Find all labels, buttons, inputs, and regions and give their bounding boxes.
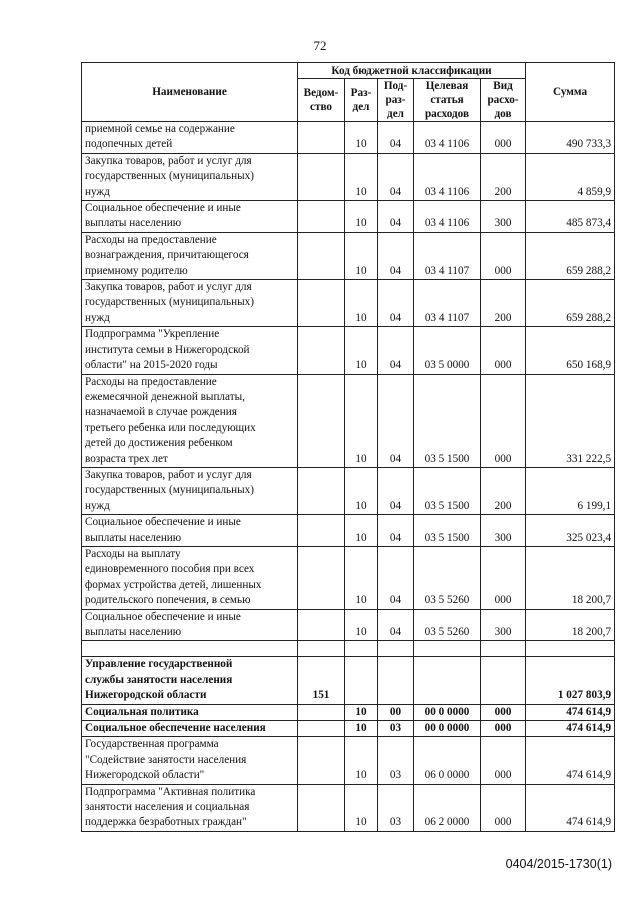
cell-amount: 6 199,1 bbox=[526, 467, 615, 514]
cell-section: 10 bbox=[345, 721, 378, 737]
cell-department bbox=[298, 704, 345, 720]
cell-expense-type bbox=[481, 657, 526, 704]
cell-target: 03 5 1500 bbox=[414, 515, 481, 547]
cell-subsection: 04 bbox=[378, 546, 414, 609]
cell-subsection: 04 bbox=[378, 232, 414, 279]
cell-target: 03 4 1107 bbox=[414, 280, 481, 327]
cell-target: 00 0 0000 bbox=[414, 721, 481, 737]
cell-section bbox=[345, 657, 378, 704]
cell-subsection: 04 bbox=[378, 327, 414, 374]
table-row bbox=[82, 232, 615, 279]
cell-name bbox=[82, 641, 298, 657]
cell-section bbox=[345, 641, 378, 657]
table-row bbox=[82, 784, 615, 831]
cell-department bbox=[298, 784, 345, 831]
cell-section: 10 bbox=[345, 515, 378, 547]
cell-name: Управление государственной службы занятости населения Нижегородской области bbox=[82, 657, 298, 704]
cell-expense-type: 000 bbox=[481, 122, 526, 154]
cell-amount bbox=[526, 641, 615, 657]
cell-subsection bbox=[378, 657, 414, 704]
header-amount: Сумма bbox=[526, 63, 615, 122]
document-code: 0404/2015-1730(1) bbox=[505, 857, 612, 871]
table-row bbox=[82, 641, 615, 657]
cell-subsection: 03 bbox=[378, 784, 414, 831]
cell-name: Закупка товаров, работ и услуг для государственных (муниципальных) нужд bbox=[82, 153, 298, 200]
table-row bbox=[82, 721, 615, 737]
cell-subsection: 04 bbox=[378, 374, 414, 467]
cell-subsection bbox=[378, 641, 414, 657]
cell-amount: 474 614,9 bbox=[526, 784, 615, 831]
cell-amount: 1 027 803,9 bbox=[526, 657, 615, 704]
cell-section: 10 bbox=[345, 546, 378, 609]
cell-target: 06 2 0000 bbox=[414, 784, 481, 831]
table-row bbox=[82, 122, 615, 154]
cell-section: 10 bbox=[345, 327, 378, 374]
cell-name: Социальное обеспечение и иные выплаты населению bbox=[82, 609, 298, 641]
cell-expense-type: 000 bbox=[481, 721, 526, 737]
cell-subsection: 04 bbox=[378, 122, 414, 154]
cell-subsection: 04 bbox=[378, 201, 414, 233]
cell-amount: 325 023,4 bbox=[526, 515, 615, 547]
cell-amount: 18 200,7 bbox=[526, 546, 615, 609]
cell-expense-type: 200 bbox=[481, 467, 526, 514]
cell-department bbox=[298, 232, 345, 279]
cell-department bbox=[298, 546, 345, 609]
header-expense-type: Вид расхо- дов bbox=[481, 79, 526, 122]
cell-amount: 485 873,4 bbox=[526, 201, 615, 233]
cell-section: 10 bbox=[345, 467, 378, 514]
cell-department bbox=[298, 153, 345, 200]
cell-name: Социальное обеспечение и иные выплаты населению bbox=[82, 201, 298, 233]
table-row bbox=[82, 201, 615, 233]
cell-target: 03 5 0000 bbox=[414, 327, 481, 374]
header-target: Целевая статья расходов bbox=[414, 79, 481, 122]
cell-name: Расходы на выплату единовременного пособия при всех формах устройства детей, лишенных родительского попечения, в семью bbox=[82, 546, 298, 609]
cell-subsection: 04 bbox=[378, 467, 414, 514]
table-row bbox=[82, 737, 615, 784]
cell-target: 03 5 5260 bbox=[414, 546, 481, 609]
cell-department bbox=[298, 122, 345, 154]
cell-expense-type: 000 bbox=[481, 232, 526, 279]
cell-target: 03 4 1106 bbox=[414, 153, 481, 200]
table-row bbox=[82, 657, 615, 704]
cell-amount: 4 859,9 bbox=[526, 153, 615, 200]
cell-expense-type bbox=[481, 641, 526, 657]
cell-department bbox=[298, 201, 345, 233]
cell-amount: 650 168,9 bbox=[526, 327, 615, 374]
table-row bbox=[82, 327, 615, 374]
cell-subsection: 04 bbox=[378, 153, 414, 200]
cell-department bbox=[298, 641, 345, 657]
cell-amount: 659 288,2 bbox=[526, 280, 615, 327]
header-classification: Код бюджетной классификации bbox=[298, 63, 526, 79]
cell-department bbox=[298, 327, 345, 374]
header-department: Ведом- ство bbox=[298, 79, 345, 122]
cell-subsection: 03 bbox=[378, 721, 414, 737]
cell-target bbox=[414, 641, 481, 657]
cell-expense-type: 000 bbox=[481, 784, 526, 831]
cell-name: Государственная программа "Содействие занятости населения Нижегородской области" bbox=[82, 737, 298, 784]
cell-amount: 474 614,9 bbox=[526, 721, 615, 737]
cell-target: 06 0 0000 bbox=[414, 737, 481, 784]
cell-section: 10 bbox=[345, 122, 378, 154]
table-row bbox=[82, 280, 615, 327]
cell-section: 10 bbox=[345, 201, 378, 233]
cell-subsection: 00 bbox=[378, 704, 414, 720]
cell-name: приемной семье на содержание подопечных детей bbox=[82, 122, 298, 154]
cell-expense-type: 300 bbox=[481, 609, 526, 641]
cell-target: 03 5 1500 bbox=[414, 467, 481, 514]
cell-name: Социальная политика bbox=[82, 704, 298, 720]
cell-section: 10 bbox=[345, 153, 378, 200]
cell-section: 10 bbox=[345, 374, 378, 467]
cell-department bbox=[298, 609, 345, 641]
cell-target: 03 5 1500 bbox=[414, 374, 481, 467]
cell-department bbox=[298, 737, 345, 784]
cell-subsection: 04 bbox=[378, 609, 414, 641]
cell-expense-type: 000 bbox=[481, 374, 526, 467]
cell-target: 03 5 5260 bbox=[414, 609, 481, 641]
cell-section: 10 bbox=[345, 280, 378, 327]
cell-name: Социальное обеспечение и иные выплаты населению bbox=[82, 515, 298, 547]
table-row bbox=[82, 546, 615, 609]
cell-target: 03 4 1106 bbox=[414, 122, 481, 154]
table-row bbox=[82, 704, 615, 720]
cell-amount: 331 222,5 bbox=[526, 374, 615, 467]
cell-section: 10 bbox=[345, 232, 378, 279]
cell-target: 03 4 1107 bbox=[414, 232, 481, 279]
table-row bbox=[82, 515, 615, 547]
cell-expense-type: 000 bbox=[481, 704, 526, 720]
cell-department bbox=[298, 467, 345, 514]
cell-name: Закупка товаров, работ и услуг для государственных (муниципальных) нужд bbox=[82, 280, 298, 327]
cell-amount: 490 733,3 bbox=[526, 122, 615, 154]
table-body bbox=[82, 122, 615, 832]
cell-department: 151 bbox=[298, 657, 345, 704]
cell-expense-type: 200 bbox=[481, 280, 526, 327]
cell-target: 00 0 0000 bbox=[414, 704, 481, 720]
cell-expense-type: 000 bbox=[481, 737, 526, 784]
cell-amount: 474 614,9 bbox=[526, 737, 615, 784]
header-section: Раз- дел bbox=[345, 79, 378, 122]
cell-department bbox=[298, 721, 345, 737]
cell-amount: 474 614,9 bbox=[526, 704, 615, 720]
cell-expense-type: 200 bbox=[481, 153, 526, 200]
table-row bbox=[82, 153, 615, 200]
cell-amount: 659 288,2 bbox=[526, 232, 615, 279]
cell-name: Расходы на предоставление вознаграждения, причитающегося приемному родителю bbox=[82, 232, 298, 279]
cell-amount: 18 200,7 bbox=[526, 609, 615, 641]
cell-department bbox=[298, 515, 345, 547]
cell-section: 10 bbox=[345, 609, 378, 641]
cell-target bbox=[414, 657, 481, 704]
cell-target: 03 4 1106 bbox=[414, 201, 481, 233]
cell-name: Социальное обеспечение населения bbox=[82, 721, 298, 737]
page-number: 72 bbox=[313, 38, 327, 53]
cell-section: 10 bbox=[345, 737, 378, 784]
table-row bbox=[82, 467, 615, 514]
budget-table bbox=[81, 62, 615, 832]
cell-name: Подпрограмма "Активная политика занятости населения и социальная поддержка безработных граждан" bbox=[82, 784, 298, 831]
header-name: Наименование bbox=[82, 63, 298, 122]
cell-department bbox=[298, 374, 345, 467]
cell-expense-type: 300 bbox=[481, 201, 526, 233]
header-subsection: Под- раз- дел bbox=[378, 79, 414, 122]
cell-section: 10 bbox=[345, 704, 378, 720]
table-row bbox=[82, 374, 615, 467]
cell-expense-type: 000 bbox=[481, 546, 526, 609]
cell-subsection: 04 bbox=[378, 280, 414, 327]
cell-name: Подпрограмма "Укрепление института семьи в Нижегородской области" на 2015-2020 годы bbox=[82, 327, 298, 374]
cell-subsection: 03 bbox=[378, 737, 414, 784]
table-row bbox=[82, 609, 615, 641]
cell-expense-type: 300 bbox=[481, 515, 526, 547]
cell-section: 10 bbox=[345, 784, 378, 831]
cell-expense-type: 000 bbox=[481, 327, 526, 374]
cell-name: Закупка товаров, работ и услуг для государственных (муниципальных) нужд bbox=[82, 467, 298, 514]
cell-name: Расходы на предоставление ежемесячной денежной выплаты, назначаемой в случае рождения третьего ребенка или последующих детей до достижения ребенком возраста трех лет bbox=[82, 374, 298, 467]
cell-subsection: 04 bbox=[378, 515, 414, 547]
cell-department bbox=[298, 280, 345, 327]
